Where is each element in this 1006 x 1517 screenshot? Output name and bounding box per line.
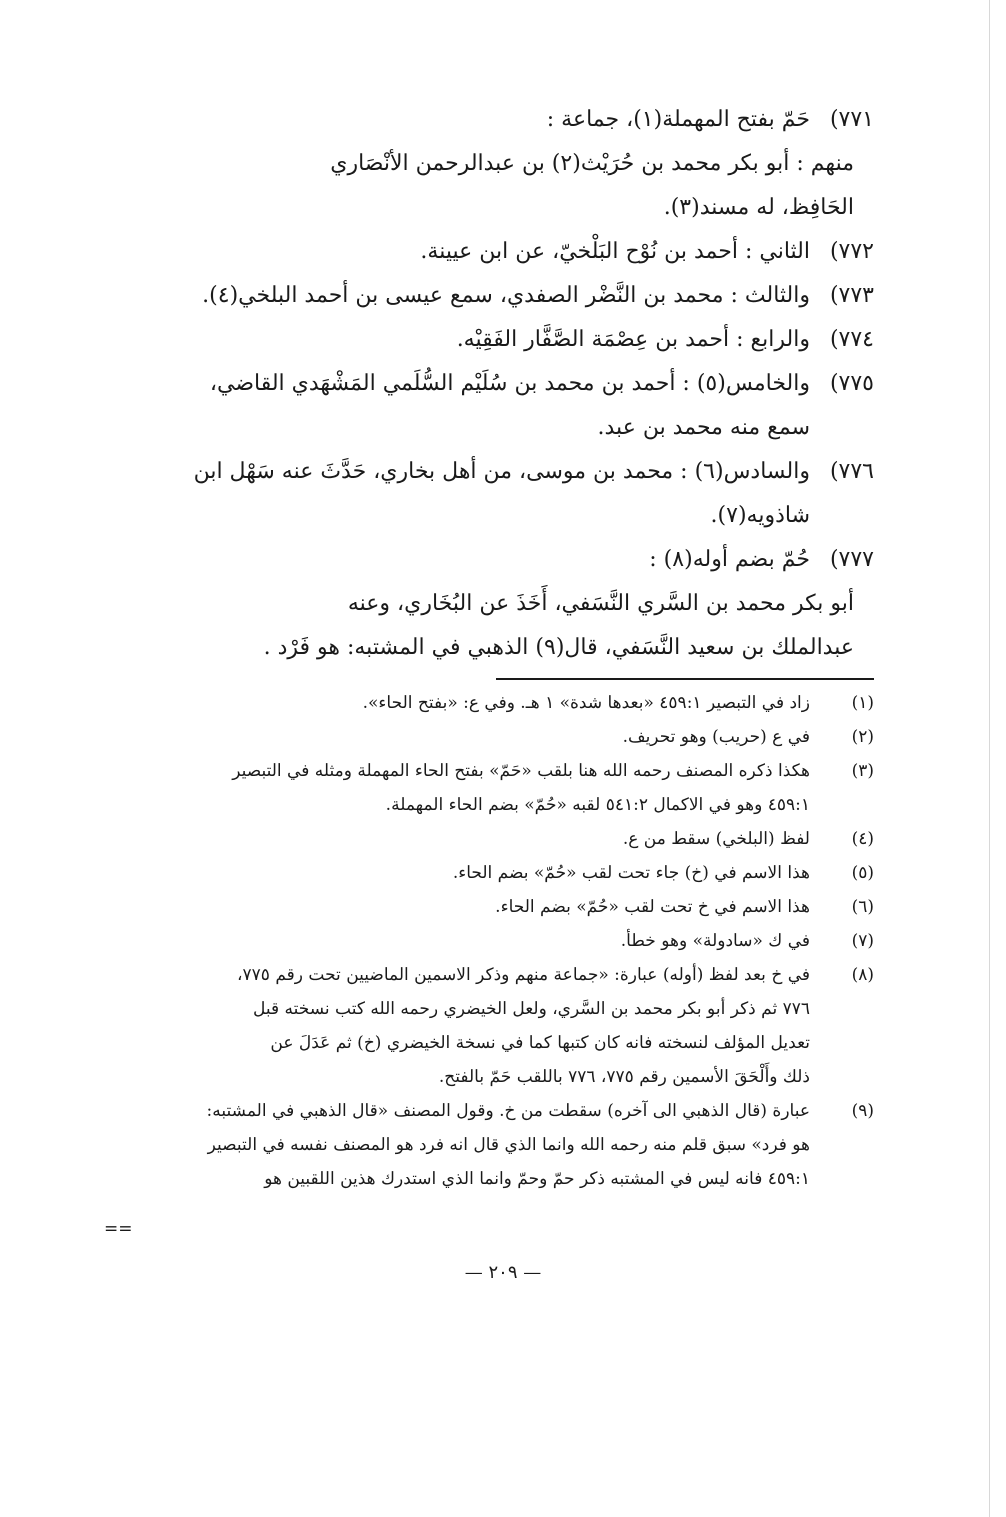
entry-line: والرابع : أحمد بن عِصْمَة الصَّفَّار الفَقِيْه. (456, 327, 810, 352)
entry-line: حُمّ بضم أوله(٨) : (649, 547, 810, 572)
footnote-line: لفظ (البلخي) سقط من ع. (622, 829, 810, 849)
footnote-8 (140, 958, 874, 1094)
entry-line: سمع منه محمد بن عبد. (597, 415, 810, 440)
footnote-line: هو فرد» سبق قلم منه رحمه الله وانما الذي قال انه فرد هو المصنف نفسه في التبصير (207, 1135, 810, 1155)
footnote-number: (٣) (851, 761, 874, 781)
footnote-line: هذا الاسم في (خ) جاء تحت لقب «حُمّ» بضم الحاء. (452, 863, 810, 883)
entry-number: ٧٧٥) (829, 371, 874, 396)
entry-line: الثاني : أحمد بن نُوْح البَلْخيّ، عن ابن عيينة. (420, 239, 810, 264)
footnote-line: ٤٥٩:١ وهو في الاكمال ٥٤١:٢ لقبه «حُمّ» بضم الحاء المهملة. (385, 795, 810, 815)
entry-number: ٧٧٤) (829, 327, 874, 352)
footnote-line: تعديل المؤلف لنسخته فانه كان كتبها كما في نسخة الخيضري (خ) ثم عَدَلَ عن (270, 1033, 810, 1053)
footnote-line: ٧٧٦ ثم ذكر أبو بكر محمد بن السَّري، ولعل الخيضري رحمه الله كتب نسخته قبل (253, 999, 810, 1019)
footnote-3 (140, 754, 874, 822)
entry-772 (140, 230, 874, 274)
entry-line: أبو بكر محمد بن السَّري النَّسَفي، أَخَذَ عن البُخَاري، وعنه (347, 591, 854, 616)
page-number: — ٢٠٩ — (464, 1262, 542, 1283)
main-text (140, 98, 874, 670)
footnote-number: (٢) (851, 727, 874, 747)
entry-line: منهم : أبو بكر محمد بن حُرَيْث(٢) بن عبدالرحمن الأنْصَاري (330, 151, 854, 176)
footnote-7 (140, 924, 874, 958)
footnotes (140, 686, 874, 1196)
footnote-line: في ع (حريب) وهو تحريف. (622, 727, 810, 747)
entry-line: والسادس(٦) : محمد بن موسى، من أهل بخاري، حَدَّثَ عنه سَهْل ابن (193, 459, 810, 484)
entry-line: والخامس(٥) : أحمد بن محمد بن سُلَيْم السُّلَمي المَشْهَدي القاضي، (209, 371, 810, 396)
footnote-number: (٨) (851, 965, 874, 985)
entry-line: حَمّ بفتح المهملة(١)، جماعة : (546, 107, 810, 132)
entry-number: ٧٧٦) (829, 459, 874, 484)
footnote-line: في ك «سادولة» وهو خطأ. (620, 931, 810, 951)
footnote-1 (140, 686, 874, 720)
footnote-number: (١) (851, 693, 874, 713)
footnote-line: ٤٥٩:١ فانه ليس في المشتبه ذكر حمّ وحمّ وانما الذي استدرك هذين اللقبين هو (264, 1169, 810, 1189)
footnote-line: عبارة (قال الذهبي الى آخره) سقطت من خ. وقول المصنف «قال الذهبي في المشتبه: (206, 1101, 810, 1121)
entry-775 (140, 362, 874, 450)
page-edge-line (989, 0, 990, 1517)
entry-line: والثالث : محمد بن النَّضْر الصفدي، سمع عيسى بن أحمد البلخي(٤). (202, 283, 810, 308)
entry-771-body (140, 142, 854, 230)
entry-773 (140, 274, 874, 318)
footnote-separator (496, 678, 874, 680)
entry-774 (140, 318, 874, 362)
entry-number: ٧٧٢) (829, 239, 874, 264)
footnote-line: هذا الاسم في خ تحت لقب «حُمّ» بضم الحاء. (495, 897, 810, 917)
entry-number: ٧٧٣) (829, 283, 874, 308)
footnote-line: زاد في التبصير ٤٥٩:١ «بعدها شدة» ١ هـ. وفي ع: «بفتح الحاء». (362, 693, 810, 713)
continuation-mark: == (104, 1219, 133, 1239)
entry-number: ٧٧١) (829, 107, 874, 132)
footnote-number: (٩) (851, 1101, 874, 1121)
footnote-number: (٥) (851, 863, 874, 883)
entry-771 (140, 98, 874, 142)
entry-number: ٧٧٧) (829, 547, 874, 572)
entry-777-body (140, 582, 854, 670)
footnote-line: في خ بعد لفظ (أوله) عبارة: «جماعة منهم وذكر الاسمين الماضيين تحت رقم ٧٧٥، (237, 965, 810, 985)
footnote-6 (140, 890, 874, 924)
footnote-2 (140, 720, 874, 754)
footnote-number: (٦) (851, 897, 874, 917)
entry-776 (140, 450, 874, 538)
entry-line: شاذويه(٧). (710, 503, 810, 528)
footnote-line: هكذا ذكره المصنف رحمه الله هنا بلقب «حَمّ» بفتح الحاء المهملة ومثله في التبصير (232, 761, 810, 781)
entry-777 (140, 538, 874, 582)
entry-line: عبدالملك بن سعيد النَّسَفي، قال(٩) الذهبي في المشتبه: هو فَرْد . (263, 635, 854, 660)
footnote-line: ذلك وأَلْحَقَ الأسمين رقم ٧٧٥، ٧٧٦ باللقب حَمّ بالفتح. (438, 1067, 810, 1087)
footnote-number: (٧) (851, 931, 874, 951)
footnote-9 (140, 1094, 874, 1196)
entry-line: الحَافِظ، له مسند(٣). (663, 195, 854, 220)
footnote-number: (٤) (851, 829, 874, 849)
footnote-4 (140, 822, 874, 856)
footnote-5 (140, 856, 874, 890)
